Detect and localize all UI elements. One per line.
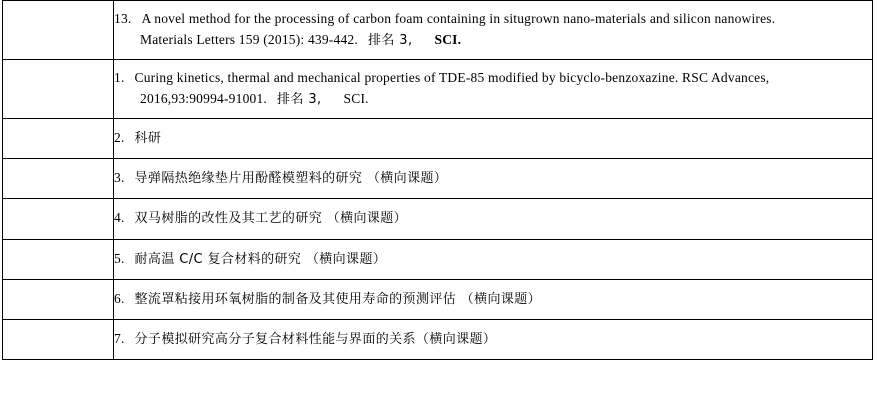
row-content-cell — [114, 279, 873, 319]
row-second-line — [114, 30, 872, 51]
table-row — [3, 159, 873, 199]
table-row — [3, 199, 873, 239]
row-content-cell — [114, 199, 873, 239]
table-row — [3, 119, 873, 159]
row-content-cell — [114, 239, 873, 279]
author-rank: 排名 3, — [367, 32, 413, 48]
row-label-cell — [3, 1, 114, 60]
row-label-cell — [3, 199, 114, 239]
row-content-cell — [114, 119, 873, 159]
table-row — [3, 60, 873, 119]
item-number: 3. — [114, 170, 125, 186]
publications-table — [2, 0, 873, 360]
journal-citation: 2016,93:90994-91001. — [140, 90, 267, 106]
item-number: 2. — [114, 130, 125, 146]
table-row — [3, 319, 873, 359]
item-text: 耐高温 C/C 复合材料的研究 （横向课题） — [134, 251, 387, 267]
item-text: Curing kinetics, thermal and mechanical properties of TDE-85 modified by bicyclo-benzoxazine. RSC Advances, — [134, 70, 770, 86]
row-label-cell — [3, 60, 114, 119]
index-label: SCI. — [343, 90, 369, 106]
item-text: 科研 — [134, 131, 162, 147]
item-text: 整流罩粘接用环氧树脂的制备及其使用寿命的预测评估 （横向课题） — [134, 291, 542, 307]
row-first-line — [114, 329, 872, 350]
author-rank: 排名 3, — [277, 91, 322, 107]
row-content-cell — [114, 319, 873, 359]
row-label-cell — [3, 239, 114, 279]
table-row — [3, 279, 873, 319]
row-first-line — [114, 289, 872, 310]
row-label-cell — [3, 319, 114, 359]
table-row — [3, 239, 873, 279]
item-text: 分子模拟研究高分子复合材料性能与界面的关系（横向课题） — [134, 331, 497, 347]
journal-citation: Materials Letters 159 (2015): 439-442. — [140, 31, 358, 47]
item-text: 双马树脂的改性及其工艺的研究 （横向课题） — [134, 211, 408, 227]
item-number: 6. — [114, 290, 125, 306]
item-number: 1. — [114, 70, 125, 86]
item-number: 4. — [114, 210, 125, 226]
item-text: A novel method for the processing of carbon foam containing in situgrown nano-materials and silicon nanowires. — [141, 11, 776, 26]
item-text: 导弹隔热绝缘垫片用酚醛模塑料的研究 （横向课题） — [134, 171, 448, 187]
index-label: SCI. — [434, 31, 462, 47]
row-label-cell — [3, 279, 114, 319]
row-first-line — [114, 128, 872, 149]
row-second-line — [114, 89, 872, 110]
row-first-line — [114, 208, 872, 229]
item-number: 13. — [114, 11, 132, 26]
table-row — [3, 1, 873, 60]
row-content-cell — [114, 60, 873, 119]
table-body — [3, 1, 873, 360]
item-number: 5. — [114, 250, 125, 266]
row-first-line — [114, 68, 872, 89]
row-first-line — [114, 249, 872, 270]
row-content-cell — [114, 159, 873, 199]
row-first-line — [114, 168, 872, 189]
row-content-cell — [114, 1, 873, 60]
row-label-cell — [3, 159, 114, 199]
item-number: 7. — [114, 330, 125, 346]
row-label-cell — [3, 119, 114, 159]
row-first-line — [114, 9, 872, 30]
